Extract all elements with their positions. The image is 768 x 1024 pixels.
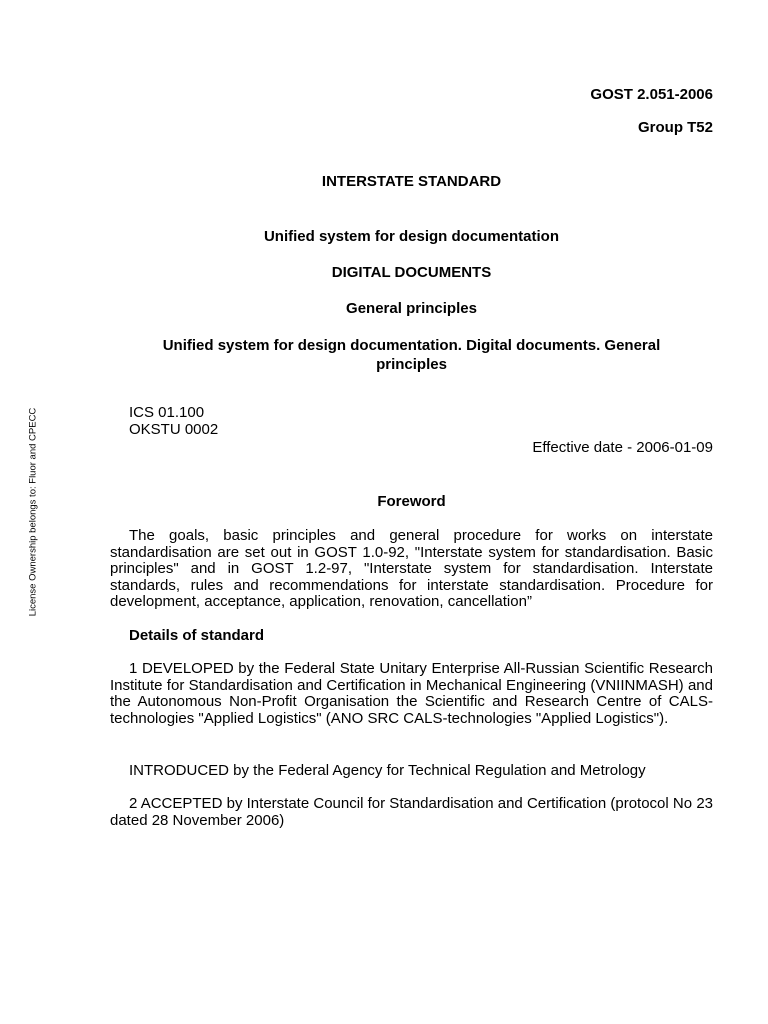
okstu-code: OKSTU 0002 <box>129 420 219 438</box>
developed-paragraph: 1 DEVELOPED by the Federal State Unitary Enterprise All-Russian Scientific Research Institute for Standardisation and Certification in Mechanical Engineering (VNIINMASH) and the Autonomous Non-Profit Organisation the Scientific and Research Centre of CALS-technologies "Applied Logistics" (ANO SRC CALS-technologies "Applied Logistics"). <box>110 660 713 727</box>
english-title <box>110 336 713 374</box>
introduced-paragraph: INTRODUCED by the Federal Agency for Technical Regulation and Metrology <box>129 762 646 779</box>
english-title-line-1: Unified system for design documentation. Digital documents. General <box>162 337 661 354</box>
foreword-heading: Foreword <box>377 493 446 510</box>
standard-type-heading: INTERSTATE STANDARD <box>321 173 502 190</box>
accepted-paragraph: 2 ACCEPTED by Interstate Council for Standardisation and Certification (protocol No 23 dated 28 November 2006) <box>110 795 713 829</box>
classification-codes <box>129 405 429 438</box>
subtitle: General principles <box>346 300 477 317</box>
details-heading: Details of standard <box>129 627 265 644</box>
foreword-paragraph: The goals, basic principles and general procedure for works on interstate standardisation are set out in GOST 1.0-92, "Interstate system for standardisation. Basic principles" and in GOST 1.2-97, "Interstate system for standardisation. Interstate standards, rules and recommendations for interstate standardisation. Procedure for development, acceptance, application, renovation, cancellation” <box>110 527 713 610</box>
subject-title: DIGITAL DOCUMENTS <box>331 264 492 281</box>
ics-code: ICS 01.100 <box>129 404 205 421</box>
system-title: Unified system for design documentation <box>263 228 560 245</box>
effective-date: Effective date - 2006-01-09 <box>532 439 713 456</box>
license-margin-note: License Ownership belongs to: Fluor and CPECC <box>27 407 39 617</box>
english-title-line-2: principles <box>376 356 447 373</box>
group-code: Group T52 <box>637 119 713 136</box>
standard-code: GOST 2.051-2006 <box>590 86 713 103</box>
